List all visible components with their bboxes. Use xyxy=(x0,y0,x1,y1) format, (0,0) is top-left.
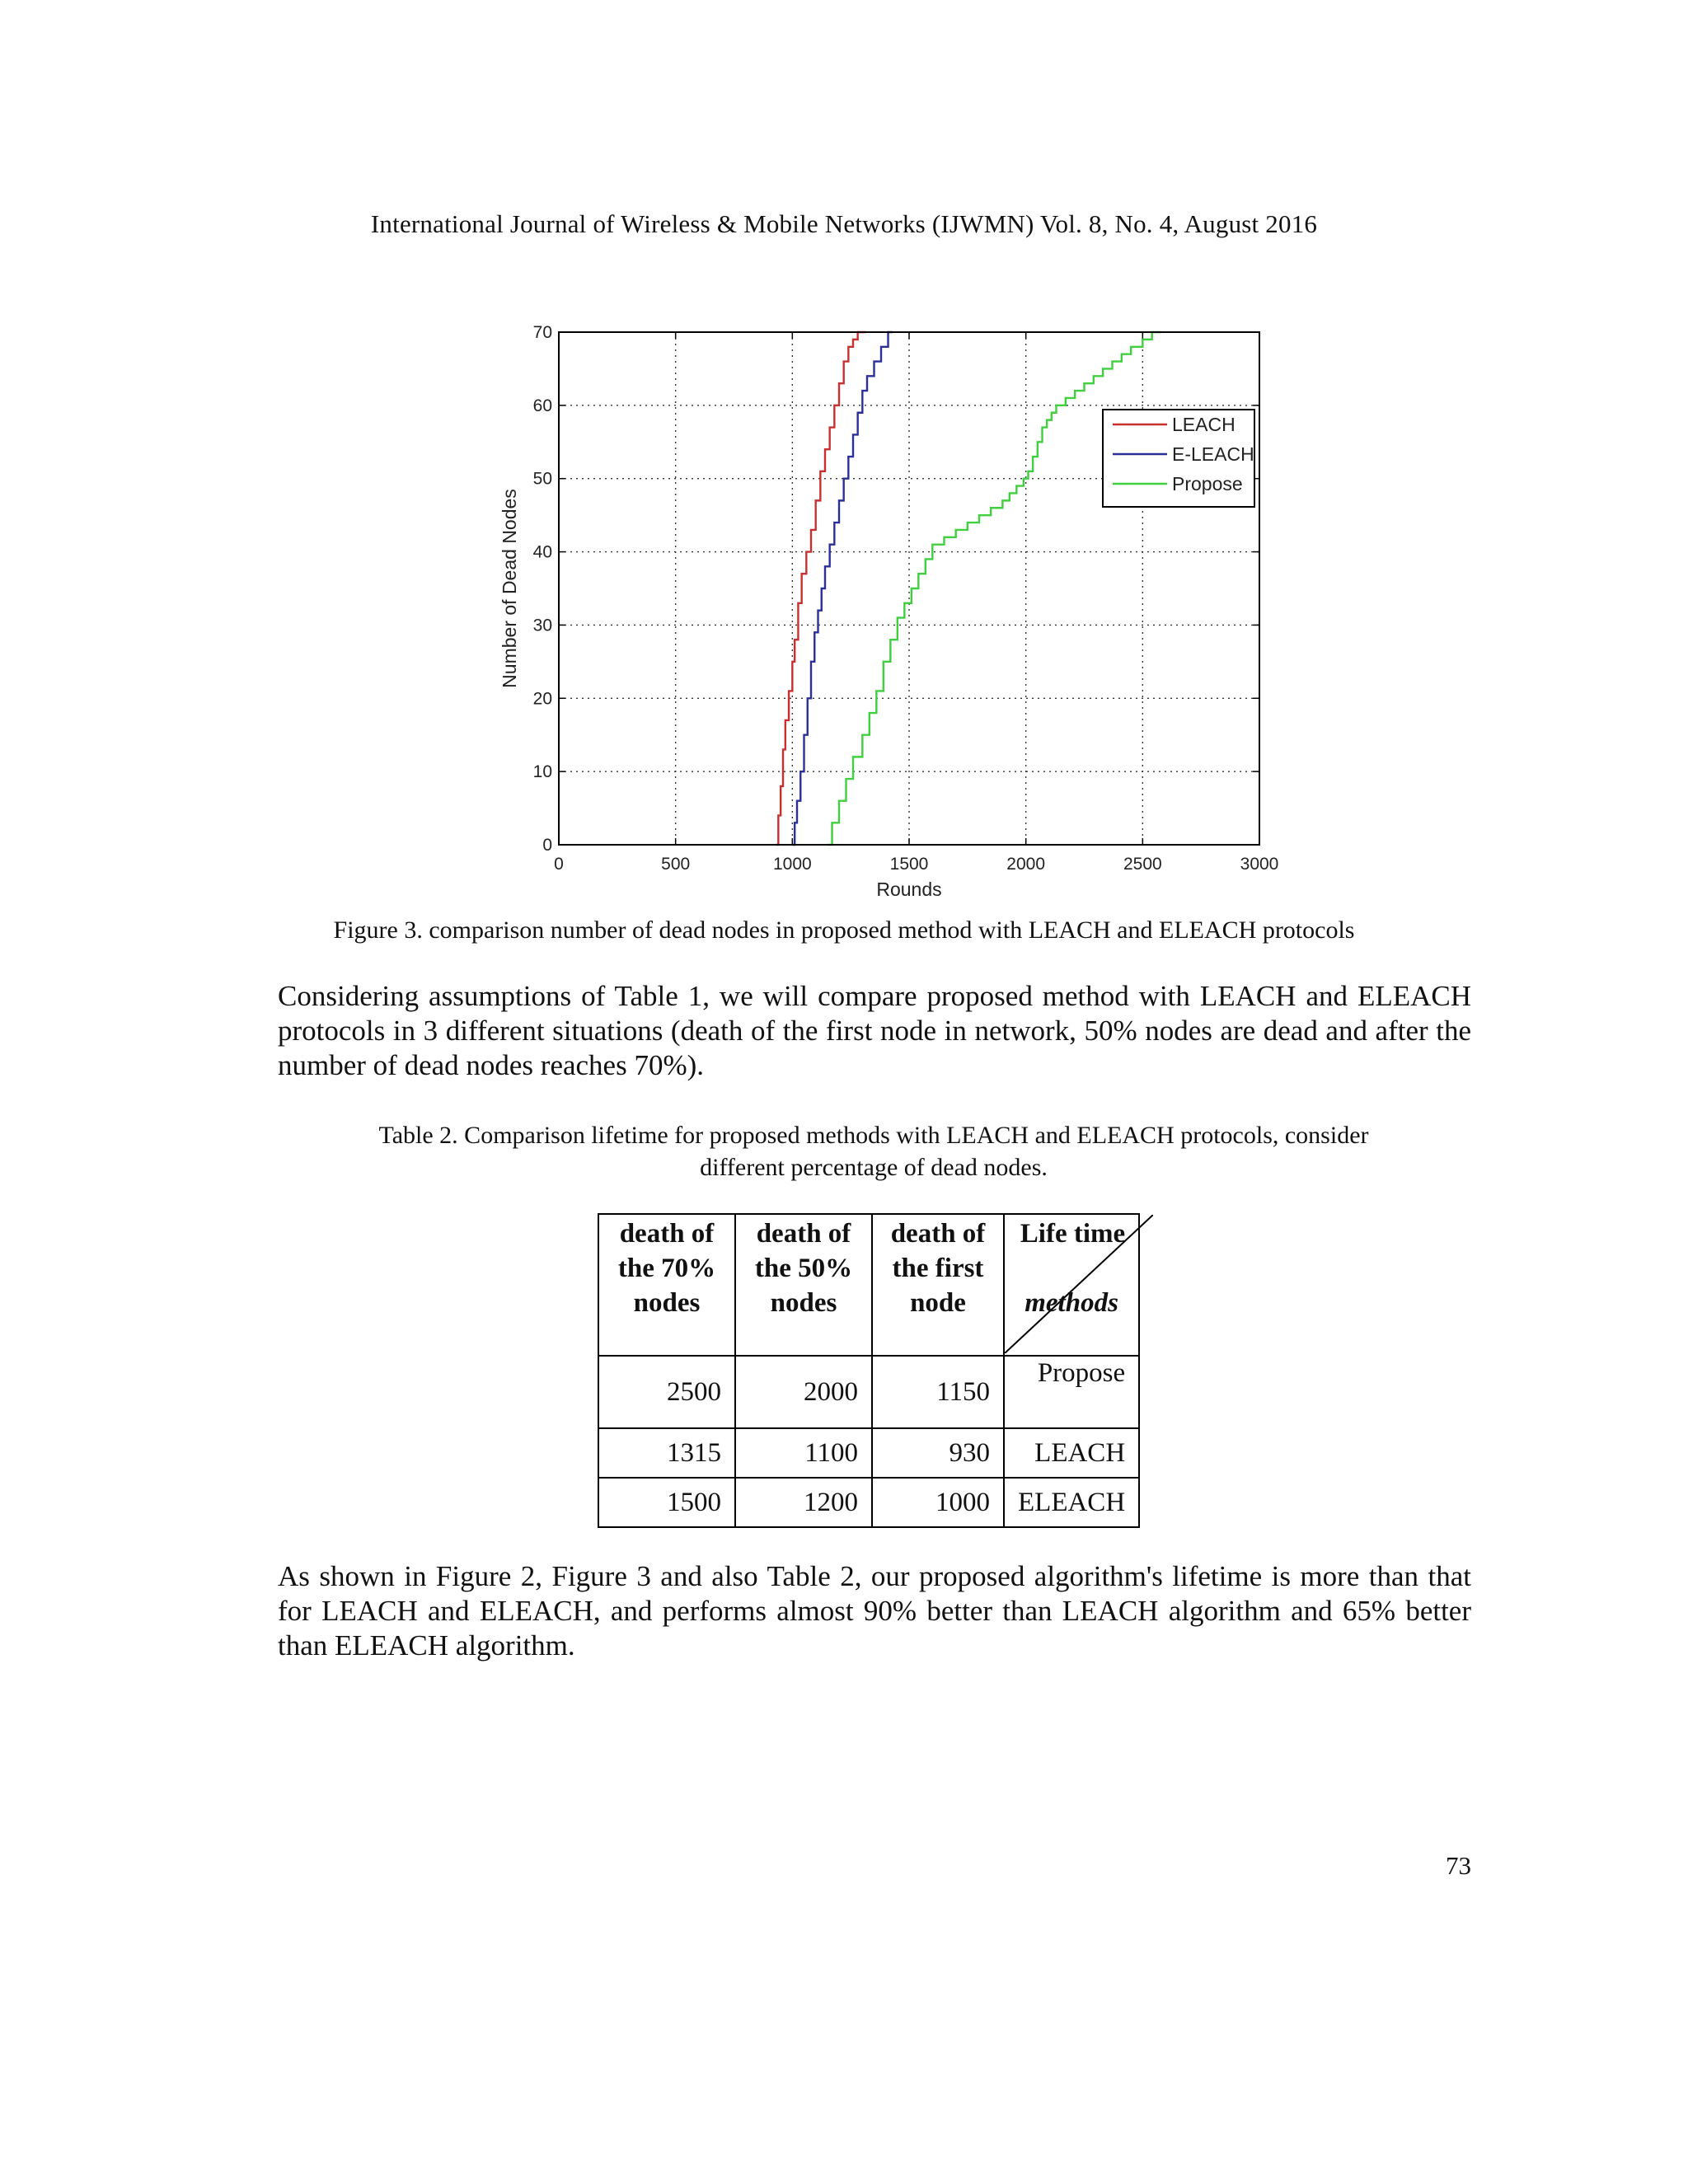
page-number: 73 xyxy=(1446,1851,1471,1880)
cell-first: 930 xyxy=(872,1428,1004,1478)
cell-method: Propose xyxy=(1004,1356,1139,1428)
y-tick-label: 10 xyxy=(532,762,552,782)
x-axis-label: Rounds xyxy=(876,879,942,900)
y-tick-label: 30 xyxy=(532,616,552,635)
table-caption-line-2: different percentage of dead nodes. xyxy=(700,1154,1048,1181)
legend-label: LEACH xyxy=(1172,414,1236,435)
y-tick-label: 40 xyxy=(532,542,552,562)
x-tick-label: 3000 xyxy=(1240,855,1279,874)
cell-first: 1150 xyxy=(872,1356,1004,1428)
y-tick-label: 50 xyxy=(532,469,552,489)
cell-70: 2500 xyxy=(598,1356,735,1428)
chart-axes xyxy=(533,323,1279,874)
y-tick-label: 20 xyxy=(532,689,552,709)
table-row xyxy=(598,1428,1139,1478)
x-tick-label: 1500 xyxy=(889,855,929,874)
cell-50: 1200 xyxy=(735,1478,872,1527)
journal-header: International Journal of Wireless & Mobile Networks (IJWMN) Vol. 8, No. 4, August 2016 xyxy=(370,209,1318,238)
table-caption-line-1: Table 2. Comparison lifetime for proposed methods with LEACH and ELEACH protocols, consider xyxy=(378,1122,1369,1149)
y-tick-label: 0 xyxy=(542,836,552,855)
paragraph-2: As shown in Figure 2, Figure 3 and also Table 2, our proposed algorithm's lifetime is more than that for LEACH and ELEACH, and performs almost 90% better than LEACH algorithm and 65% better than ELEACH algorithm. xyxy=(278,1560,1471,1661)
table-row xyxy=(598,1356,1139,1428)
table-row xyxy=(598,1478,1139,1527)
table-header-row xyxy=(598,1214,1139,1356)
corner-methods: methods xyxy=(1025,1288,1118,1318)
cell-method: LEACH xyxy=(1004,1428,1139,1478)
header-death-first: death of the first node xyxy=(872,1214,1004,1356)
y-tick-label: 60 xyxy=(532,396,552,415)
cell-first: 1000 xyxy=(872,1478,1004,1527)
header-corner-cell xyxy=(1004,1214,1139,1356)
chart-legend xyxy=(1103,410,1254,507)
cell-50: 1100 xyxy=(735,1428,872,1478)
y-tick-label: 70 xyxy=(532,323,552,342)
table-caption xyxy=(313,1119,1434,1183)
cell-70: 1500 xyxy=(598,1478,735,1527)
header-death-50: death of the 50% nodes xyxy=(735,1214,872,1356)
x-tick-label: 500 xyxy=(661,855,691,874)
cell-50: 2000 xyxy=(735,1356,872,1428)
y-axis-label: Number of Dead Nodes xyxy=(499,489,520,688)
cell-70: 1315 xyxy=(598,1428,735,1478)
cell-method: ELEACH xyxy=(1004,1478,1139,1527)
x-tick-label: 0 xyxy=(554,855,564,874)
figure-3 xyxy=(495,317,1286,911)
corner-life-time: Life time xyxy=(1020,1219,1126,1249)
x-tick-label: 2500 xyxy=(1123,855,1162,874)
dead-nodes-chart xyxy=(495,317,1286,911)
lifetime-table xyxy=(598,1213,1140,1528)
x-tick-label: 1000 xyxy=(772,855,812,874)
legend-label: E-LEACH xyxy=(1172,443,1254,465)
figure-caption: Figure 3. comparison number of dead nodes in proposed method with LEACH and ELEACH protocols xyxy=(333,916,1355,944)
legend-label: Propose xyxy=(1172,473,1243,494)
x-tick-label: 2000 xyxy=(1006,855,1046,874)
header-death-70: death of the 70% nodes xyxy=(598,1214,735,1356)
paragraph-1: Considering assumptions of Table 1, we will compare proposed method with LEACH and ELEACH protocols in 3 different situations (death of the first node in network, 50% nodes are dead and after the number of dead nodes reaches 70%). xyxy=(278,980,1471,1081)
